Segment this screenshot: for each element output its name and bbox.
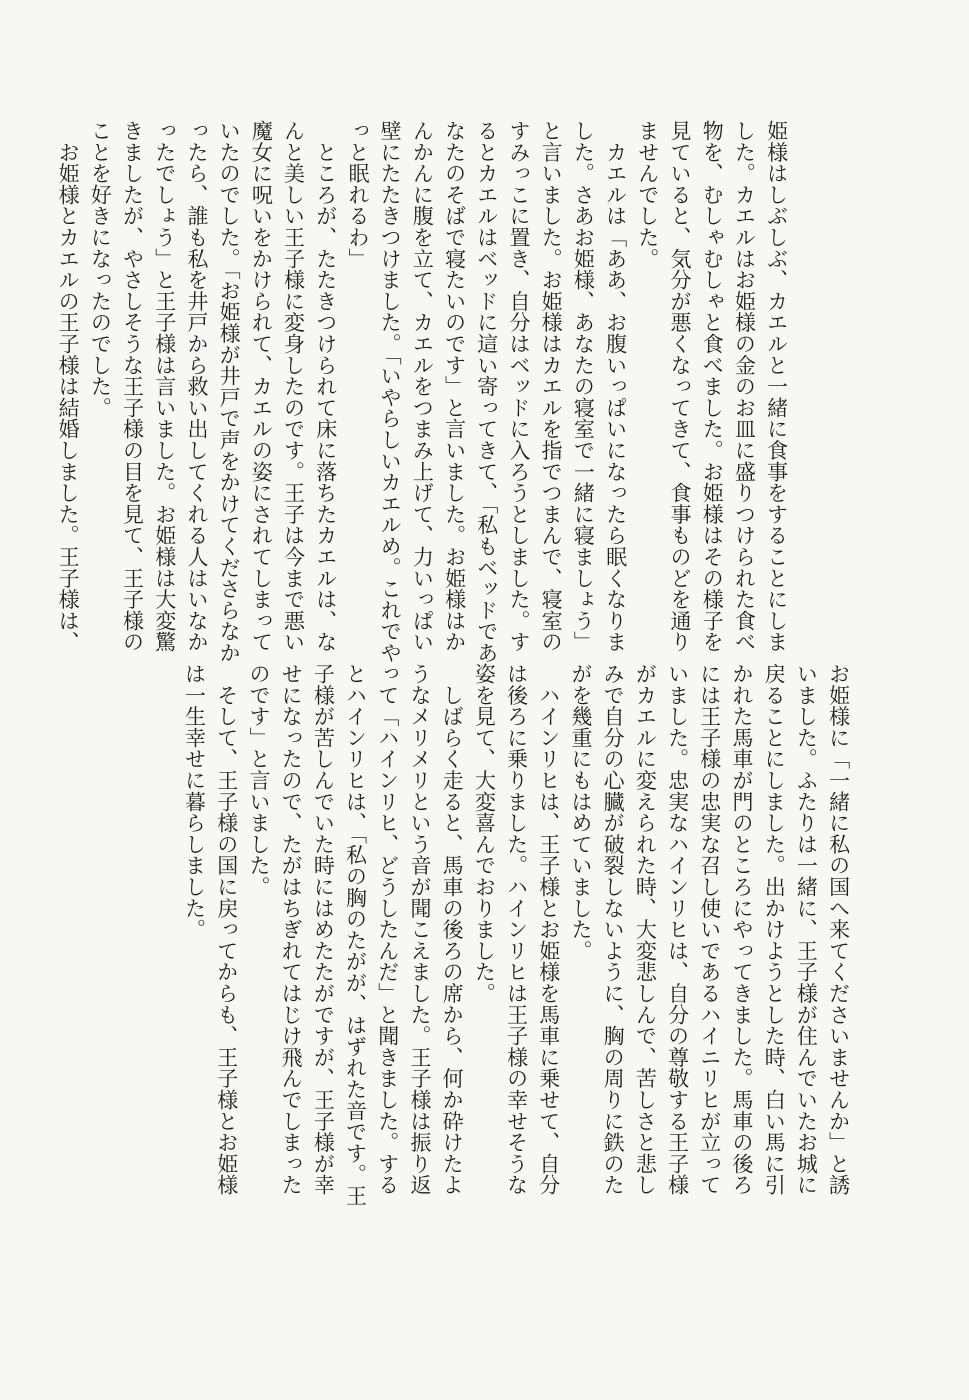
paragraph: カエルは「ああ、お腹いっぱいになったら眠くなりま した。さあお姫様、あなたの寝室で一緒に寝ましょう」 と言いました。お姫様はカエルを指でつまんで、寝室の すみっこに置き、自分はベッドに入ろうとしました。す るとカエルはベッドに這い寄ってきて、「私もベッドであ なたのそばで寝たいのです」と言いました。お姫様はか んかんに腹を立て、カエルをつまみ上げて、力いっぱい 壁にたたきつけました。「いやらしいカエルめ。これでや っと眠れるわ」 <box>345 120 628 664</box>
paragraph: お姫様とカエルの王子様は結婚しました。王子様は、 <box>56 120 81 653</box>
paragraph: そして、王子様の国に戻ってからも、王子様とお姫様 は一生幸せに暮らしました。 <box>182 663 239 1196</box>
paragraph: ハインリヒは、王子様とお姫様を馬車に乗せて、自分 は後ろに乗りました。ハインリヒは王子様の幸せそうな 姿を見て、大変喜んでおりました。 <box>472 663 561 1196</box>
paragraph: お姫様に「一緒に私の国へ来てくださいませんか」と誘 いました。ふたりは一緒に、王子様が住んでいたお城に 戻ることにしました。出かけようとした時、白い馬に引 かれた馬車が門のところにやってきました。馬車の後ろ には王子様の忠実な召し使いであるハイニリヒが立って いました。忠実なハインリヒは、自分の尊敬する王子様 がカエルに変えられた時、大変悲しんで、苦しさと悲し みで自分の心臓が破裂しないように、胸の周りに鉄のた がを幾重にもはめていました。 <box>568 663 851 1196</box>
paragraph: しばらく走ると、馬車の後ろの席から、何か砕けたよ うなメリメリという音が聞こえました。王子様は振り返 って「ハインリヒ、どうしたんだ」と聞きました。する とハインリヒは、「私の胸のたがが、はずれた音です。王 子様が苦しんでいた時にはめたたがですが、王子様が幸 せになったので、たがはちぎれてはじけ飛んでしまった のです」と言いました。 <box>246 663 465 1207</box>
paragraph: ところが、たたきつけられて床に落ちたカエルは、な んと美しい王子様に変身したのです。王子は今まで悪い 魔女に呪いをかけられて、カエルの姿にされてしまって いたのでした。「お姫様が井戸で声をかけてくださらなか ったら、誰も私を井戸から救い出してくれる人はいなか ったでしょう」と王子様は言いました。お姫様は大変驚 きましたが、やさしそうな王子様の目を見て、王子様の ことを好きになったのでした。 <box>88 120 338 664</box>
paragraph: 姫様はしぶしぶ、カエルと一緒に食事をすることにしま した。カエルはお姫様の金のお皿に盛りつけられた食べ 物を、むしゃむしゃと食べました。お姫様はその様子を 見ていると、気分が悪くなってきて、食事ものどを通り ませんでした。 <box>635 120 789 653</box>
lower-text-block <box>114 663 919 1207</box>
upper-text-block <box>0 120 857 664</box>
